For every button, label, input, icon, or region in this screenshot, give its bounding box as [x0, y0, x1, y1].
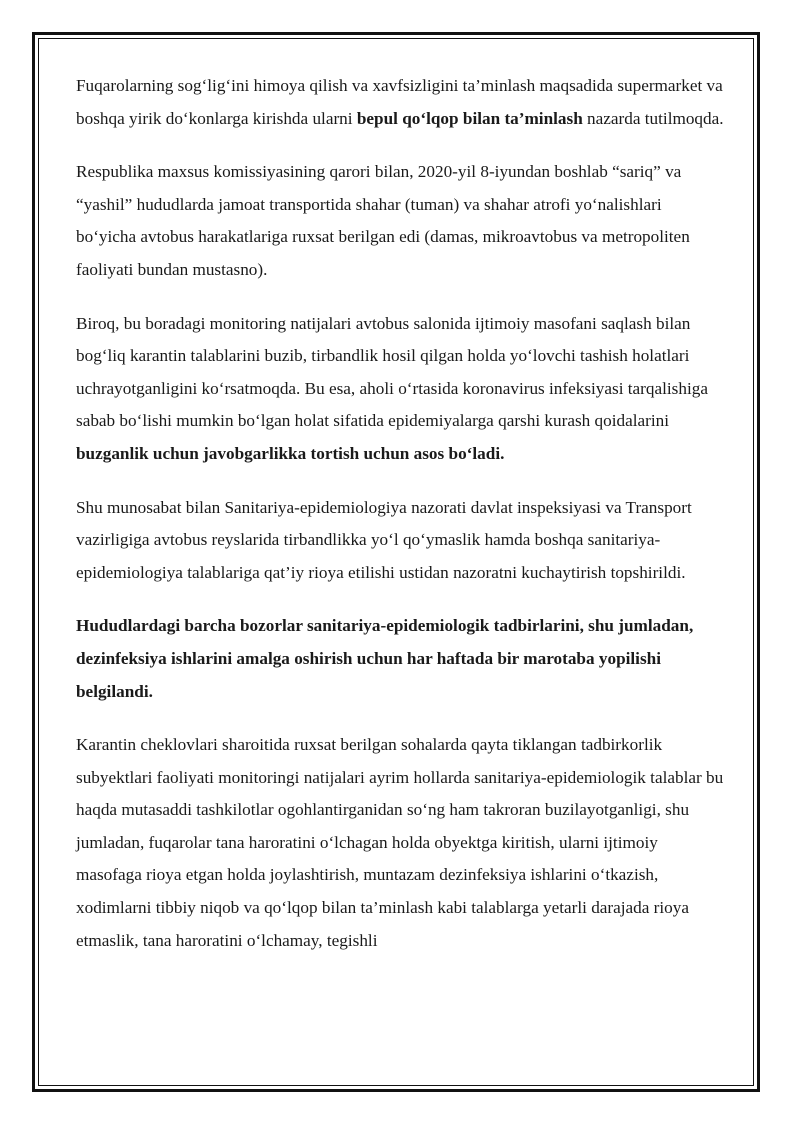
paragraph-bozorlar — [76, 610, 726, 708]
text-run: nazarda tutilmoqda. — [582, 108, 724, 128]
bold-text-run: bepul qo‘lqop bilan ta’minlash — [356, 108, 583, 128]
document-body — [76, 70, 726, 978]
text-run: Karantin cheklovlari sharoitida ruxsat berilgan sohalarda qayta tiklangan tadbirkorlik subyektlari faoliyati monitoringi natijalari ayrim hollarda sanitariya-epidemiologik talablar bu haqda mutasaddi tashkilotlar ogohlantirganidan so‘ng ham takroran buzilayotganligi, shu jumladan, fuqarolar tana haroratini o‘lchagan holda obyektga kiritish, ularni ijtimoiy masofaga rioya etgan holda joylashtirish, muntazam dezinfeksiya ishlarini o‘tkazish, xodimlarni tibbiy niqob va qo‘lqop bilan ta’minlash kabi talablarga yetarli darajada rioya etmaslik, tana haroratini o‘lchamay, tegishli — [76, 735, 724, 950]
paragraph-monitoring — [76, 308, 726, 471]
bold-text-run: buzganlik uchun javobgarlikka tortish uchun asos bo‘ladi. — [76, 443, 505, 463]
text-run: Fuqarolarning sog‘lig‘ini himoya qilish va xavfsizligini ta’minlash maqsadida supermarket va boshqa yirik do‘konlarga kirishda ularni — [76, 76, 723, 128]
paragraph-karantin — [76, 729, 726, 957]
paragraph-nazorat — [76, 492, 726, 590]
text-run: Shu munosabat bilan Sanitariya-epidemiologiya nazorati davlat inspeksiyasi va Transport vazirligiga avtobus reyslarida tirbandlikka yo‘l qo‘ymaslik hamda boshqa sanitariya-epidemiologiya talablariga qat’iy rioya etilishi ustidan nazoratni kuchaytirish topshirildi. — [76, 497, 692, 582]
text-run: Respublika maxsus komissiyasining qarori bilan, 2020-yil 8-iyundan boshlab “sariq” va “yashil” hududlarda jamoat transportida shahar (tuman) va shahar atrofi yo‘nalishlari bo‘yicha avtobus harakatlariga ruxsat berilgan edi (damas, mikroavtobus va metropoliten faoliyati bundan mustasno). — [76, 162, 690, 279]
paragraph-bepul-qolqop — [76, 70, 726, 135]
text-run: Biroq, bu boradagi monitoring natijalari avtobus salonida ijtimoiy masofani saqlash bilan bog‘liq karantin talablarini buzib, tirbandlik hosil qilgan holda yo‘lovchi tashish holatlari uchrayotganligini ko‘rsatmoqda. Bu esa, aholi o‘rtasida koronavirus infeksiyasi tarqalishiga sabab bo‘lishi mumkin bo‘lgan holat sifatida epidemiyalarga qarshi kurash qoidalarini — [76, 313, 708, 431]
bold-text-run: Hududlardagi barcha bozorlar sanitariya-epidemiologik tadbirlarini, shu jumladan, dezinfeksiya ishlarini amalga oshirish uchun har haftada bir marotaba yopilishi belgilandi. — [76, 616, 694, 701]
paragraph-avtobus-ruxsat — [76, 156, 726, 286]
